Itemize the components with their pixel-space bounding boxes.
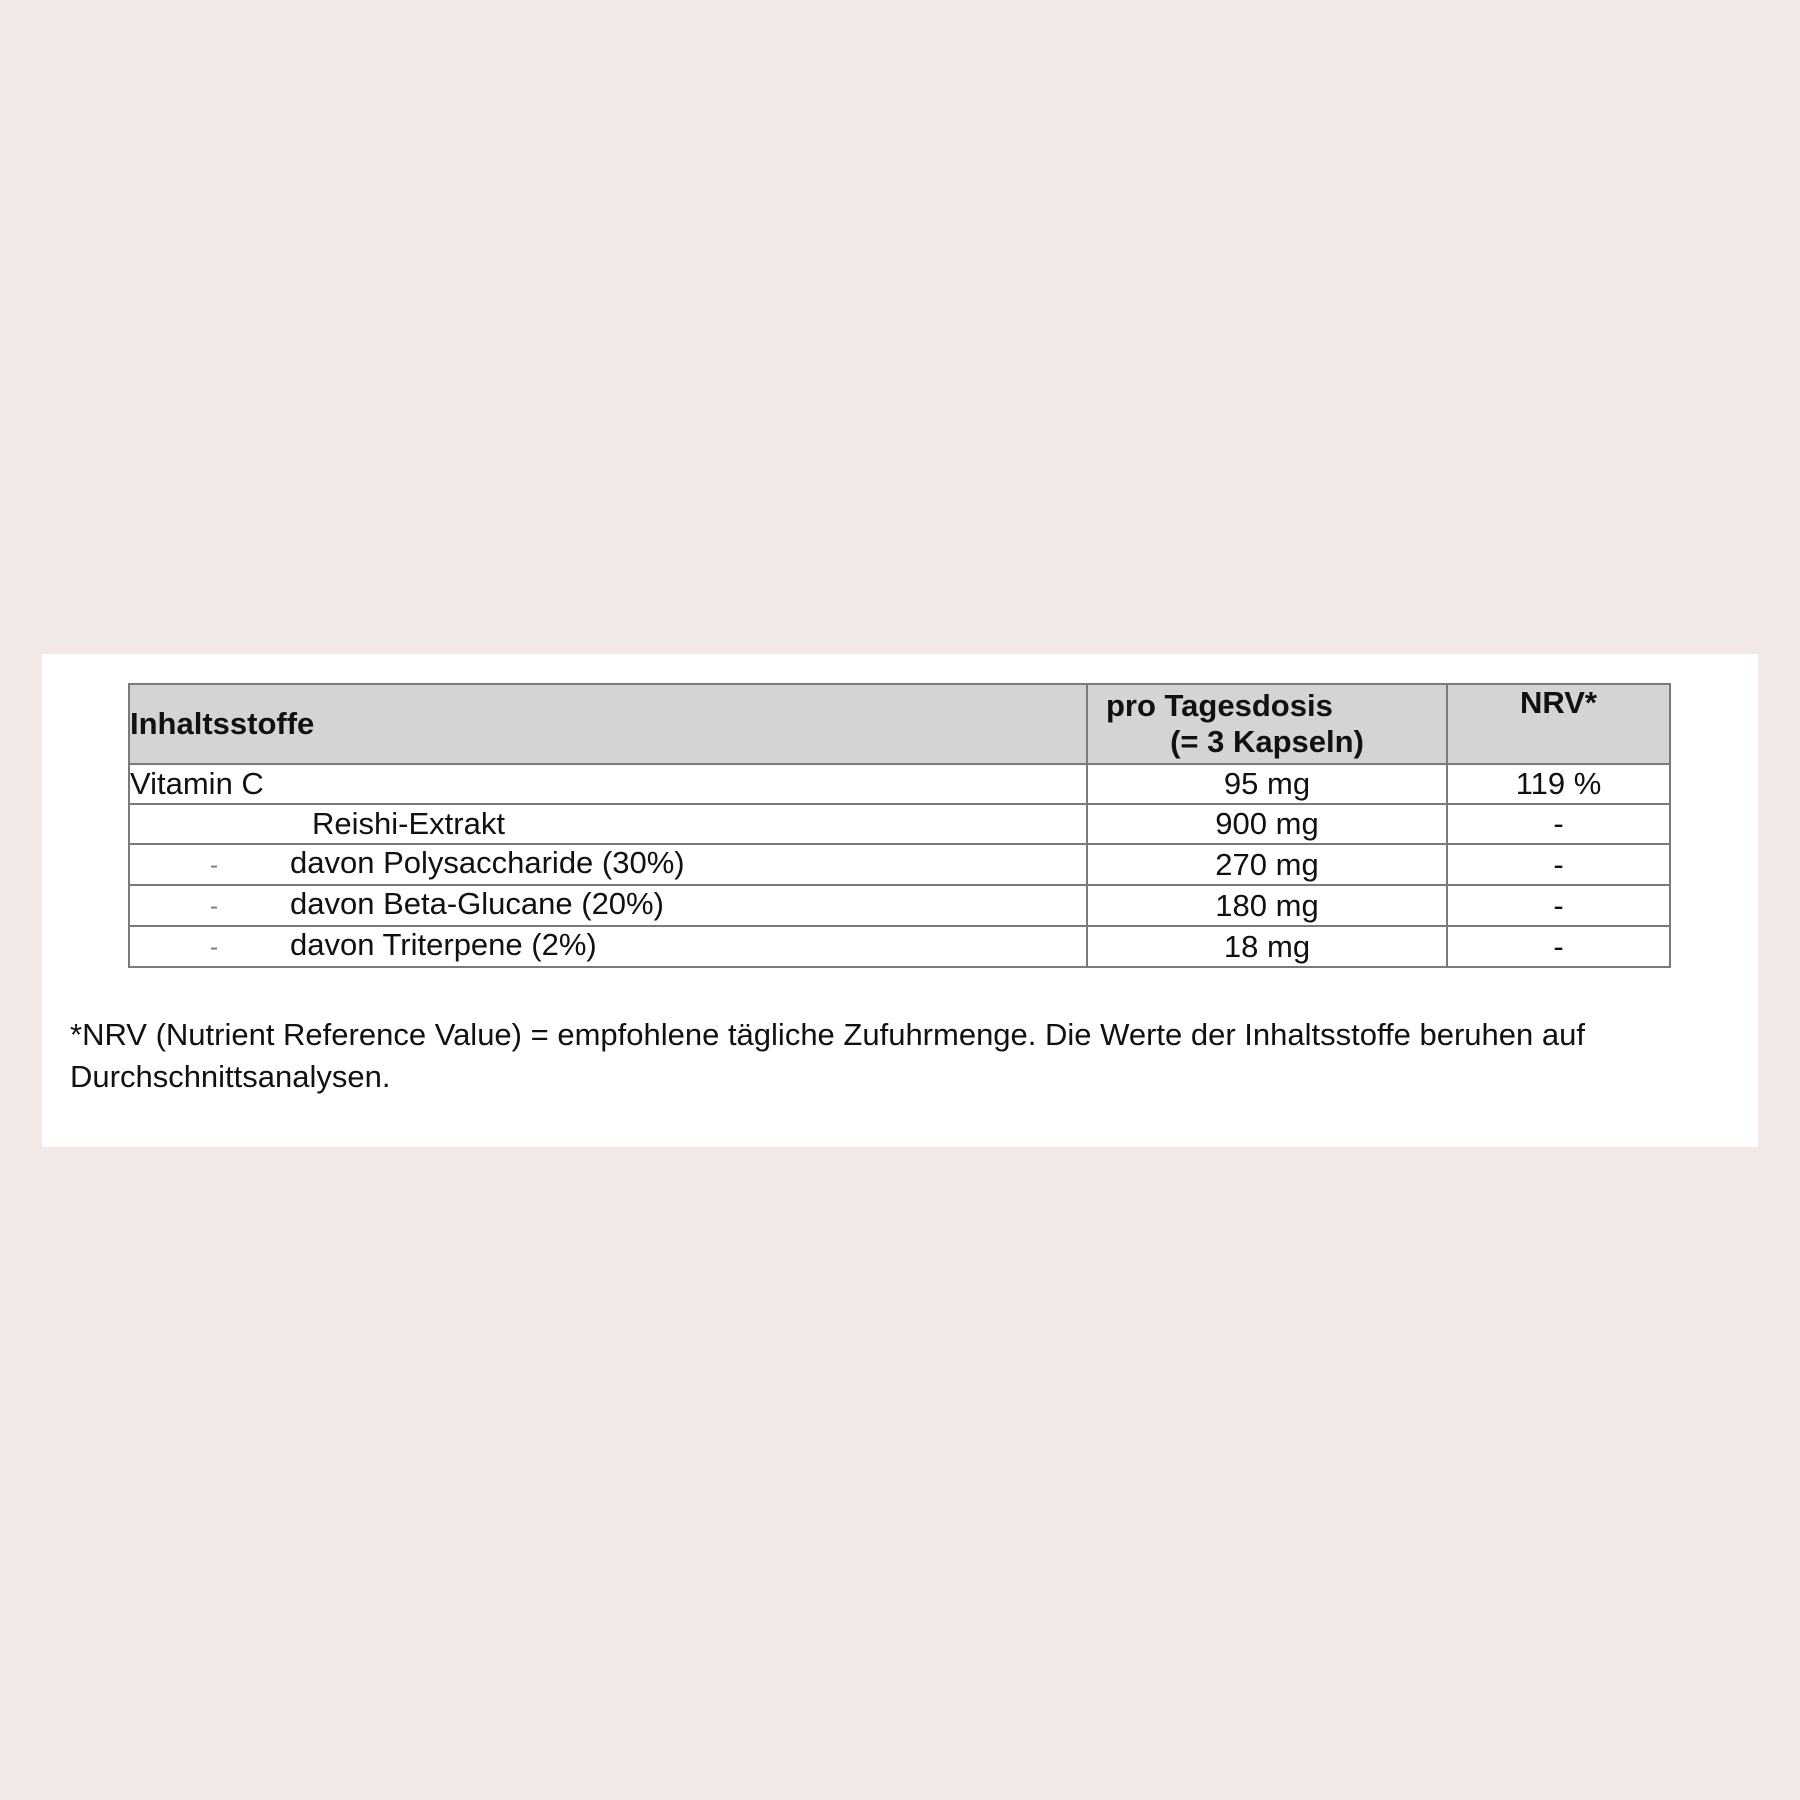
ingredient-nrv: -	[1447, 804, 1670, 844]
ingredient-name: davon Beta-Glucane (20%)	[290, 886, 664, 921]
sub-item-dash: -	[210, 934, 218, 961]
table-header-row	[129, 684, 1670, 764]
ingredient-nrv: -	[1447, 844, 1670, 885]
ingredient-nrv: 119 %	[1447, 764, 1670, 804]
sub-item-dash: -	[210, 852, 218, 879]
header-nrv: NRV*	[1447, 684, 1670, 764]
header-daily-dose	[1087, 684, 1447, 764]
header-dose-line2: (= 3 Kapseln)	[1170, 724, 1364, 759]
header-ingredient: Inhaltsstoffe	[129, 684, 1087, 764]
ingredient-dose: 180 mg	[1087, 885, 1447, 926]
ingredient-name: Reishi-Extrakt	[129, 804, 1087, 844]
ingredient-name: davon Polysaccharide (30%)	[290, 845, 685, 880]
ingredient-name: davon Triterpene (2%)	[290, 927, 597, 962]
table-row	[129, 764, 1670, 804]
ingredient-dose: 18 mg	[1087, 926, 1447, 967]
ingredient-cell	[129, 926, 1087, 967]
ingredient-cell	[129, 885, 1087, 926]
table-row	[129, 885, 1670, 926]
table-row	[129, 926, 1670, 967]
ingredient-dose: 900 mg	[1087, 804, 1447, 844]
footnote: *NRV (Nutrient Reference Value) = empfohlene tägliche Zufuhrmenge. Die Werte der Inhaltsstoffe beruhen auf Durchschnittsanalysen.	[70, 1017, 1585, 1094]
ingredient-dose: 270 mg	[1087, 844, 1447, 885]
table-row	[129, 804, 1670, 844]
nutrition-table	[128, 683, 1671, 968]
ingredient-nrv: -	[1447, 885, 1670, 926]
sub-item-dash: -	[210, 893, 218, 920]
table-row	[129, 844, 1670, 885]
document-panel	[42, 654, 1758, 1147]
ingredient-name: Vitamin C	[129, 764, 1087, 804]
ingredient-cell	[129, 844, 1087, 885]
ingredient-nrv: -	[1447, 926, 1670, 967]
header-dose-line1: pro Tagesdosis	[1106, 688, 1333, 723]
ingredient-dose: 95 mg	[1087, 764, 1447, 804]
